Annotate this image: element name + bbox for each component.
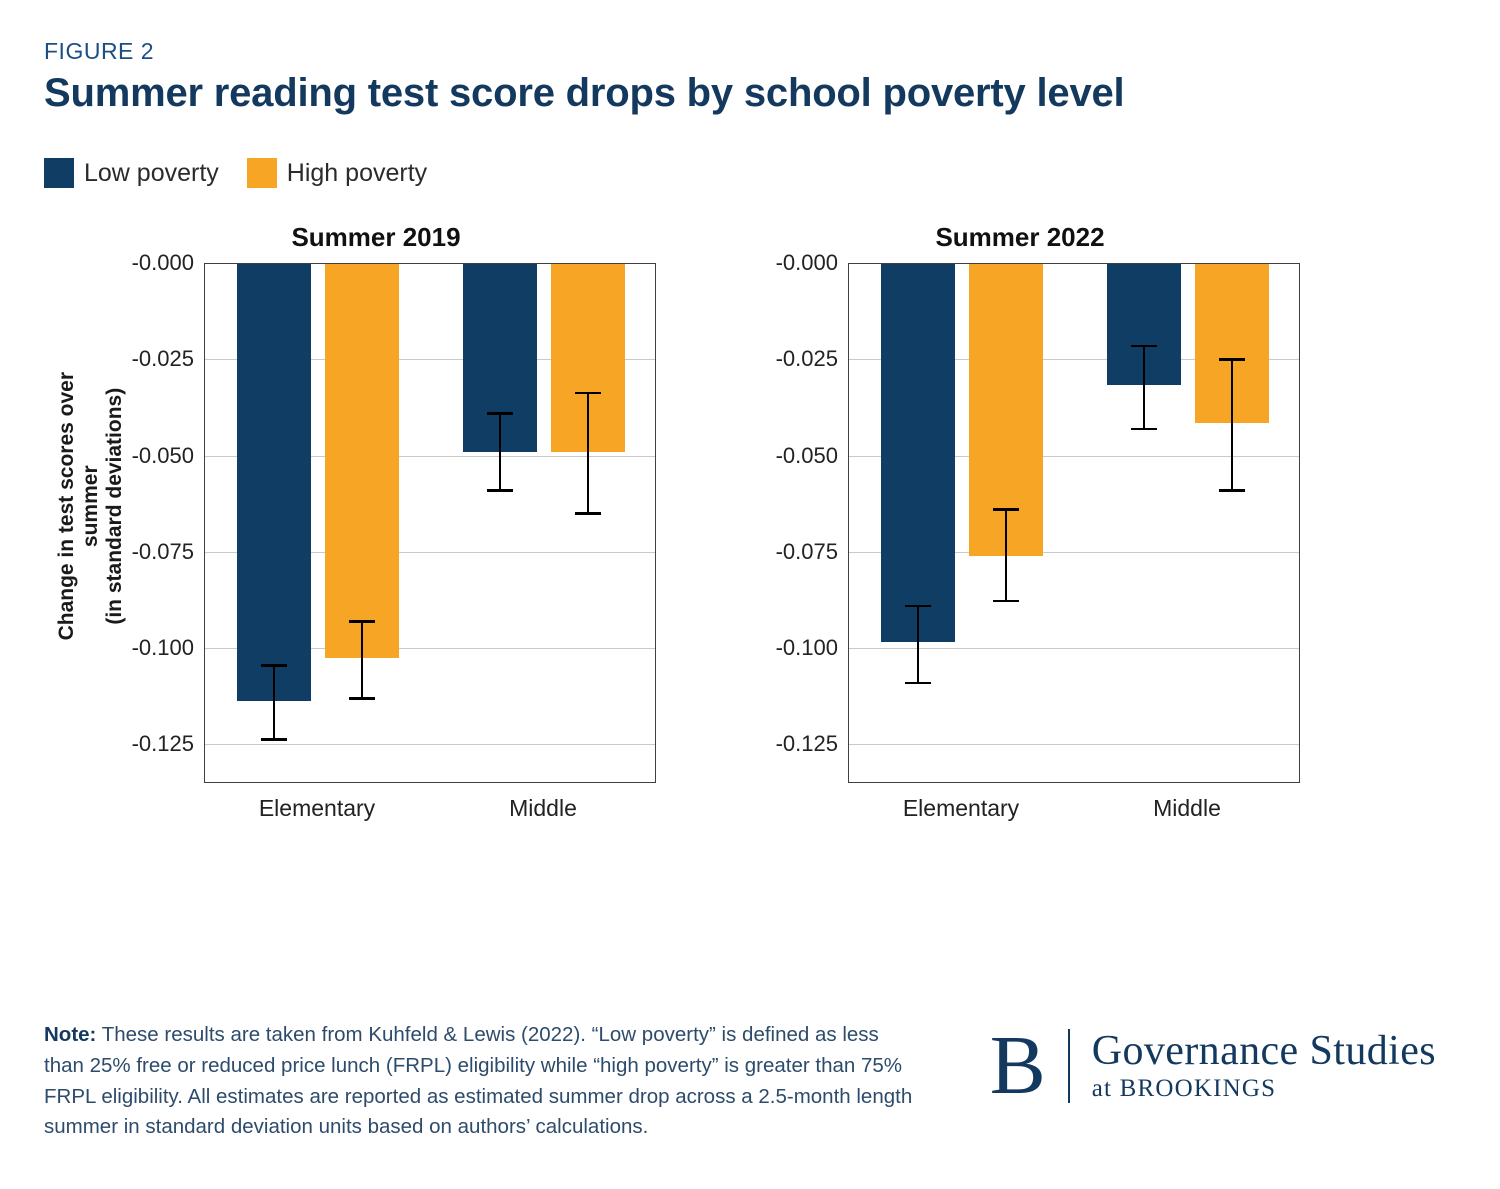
y-tick-label: -0.000	[131, 250, 194, 275]
note-text: These results are taken from Kuhfeld & Lewis (2022). “Low poverty” is defined as less than 25% free or reduced price lunch (FRPL) eligibility while “high poverty” is greater than 75% FRPL eligibility. All estimates are reported as estimated summer drop across a 2.5-month length summer in standard deviation units based on authors’ calculations.	[44, 1023, 913, 1139]
brand-monogram: B	[989, 1019, 1046, 1112]
y-axis-title-line2: (in standard deviations)	[103, 387, 127, 625]
error-bar-cap	[993, 600, 1019, 603]
error-bar-cap	[349, 697, 375, 700]
chart-legend	[44, 158, 1456, 188]
y-tick-label: -0.125	[775, 731, 838, 757]
error-bar-cap	[905, 605, 931, 608]
gridline	[205, 744, 655, 745]
x-tick-label: Middle	[509, 795, 577, 821]
x-axis-ticks-2022	[848, 783, 1300, 827]
error-bar	[1005, 510, 1008, 601]
plot-area-2019	[96, 250, 656, 821]
error-bar-cap	[1131, 345, 1157, 348]
y-tick-label: -0.000	[775, 250, 838, 275]
legend-item-low-poverty	[44, 158, 219, 188]
x-tick-label: Elementary	[258, 795, 376, 821]
error-bar-cap	[1219, 489, 1245, 492]
brand-line2: at BROOKINGS	[1091, 1074, 1277, 1102]
error-bar	[361, 621, 364, 698]
gridline	[849, 744, 1299, 745]
x-tick-label: Middle	[1153, 795, 1221, 821]
y-axis-ticks-2022	[740, 250, 848, 783]
y-tick-label: -0.100	[131, 635, 194, 661]
y-tick-label: -0.075	[131, 538, 194, 564]
panel-title-2022: Summer 2022	[935, 222, 1105, 252]
y-axis-title-line1: Change in test scores over summer	[54, 371, 102, 641]
legend-swatch-low-poverty	[44, 158, 74, 188]
legend-label-low-poverty: Low poverty	[84, 158, 219, 187]
y-tick-label: -0.025	[131, 346, 194, 372]
panel-summer-2022	[740, 222, 1300, 821]
error-bar-cap	[1131, 428, 1157, 431]
brand-wordmark	[1092, 1029, 1436, 1103]
page-title: Summer reading test score drops by school poverty level	[44, 71, 1125, 115]
y-tick-label: -0.050	[775, 442, 838, 468]
error-bar-cap	[487, 489, 513, 492]
error-bar	[1231, 360, 1234, 491]
error-bar-cap	[575, 512, 601, 515]
error-bar	[917, 606, 920, 683]
legend-swatch-high-poverty	[247, 158, 277, 188]
legend-label-high-poverty: High poverty	[286, 158, 428, 187]
y-tick-label: -0.050	[131, 442, 194, 468]
plot-frame-2019	[204, 263, 656, 783]
bar-low-poverty-elementary	[881, 264, 955, 642]
error-bar-cap	[905, 682, 931, 685]
legend-item-high-poverty	[247, 158, 427, 188]
error-bar-cap	[487, 412, 513, 415]
brand-divider	[1068, 1029, 1070, 1103]
plot-frame-2022	[848, 263, 1300, 783]
error-bar-cap	[261, 738, 287, 741]
error-bar-cap	[349, 620, 375, 623]
figure-footer	[44, 1020, 1456, 1143]
note-prefix: Note:	[44, 1023, 97, 1046]
y-tick-label: -0.025	[775, 346, 838, 372]
panel-summer-2019	[96, 222, 656, 821]
error-bar	[273, 665, 276, 739]
y-axis-title-wrap	[44, 222, 127, 783]
error-bar	[587, 393, 590, 514]
figure-label: FIGURE 2	[44, 38, 155, 64]
error-bar-cap	[261, 664, 287, 667]
panel-title-2019: Summer 2019	[291, 222, 461, 252]
error-bar	[1143, 346, 1146, 429]
plot-area-2022	[740, 250, 1300, 821]
y-tick-label: -0.125	[131, 731, 194, 757]
y-tick-label: -0.100	[775, 635, 838, 661]
bar-high-poverty-elementary	[325, 264, 399, 658]
brand-line1: Governance Studies	[1091, 1027, 1436, 1074]
brookings-logo	[989, 1019, 1436, 1112]
y-tick-label: -0.075	[775, 538, 838, 564]
bar-low-poverty-elementary	[237, 264, 311, 701]
error-bar-cap	[575, 392, 601, 395]
chart-panels	[44, 222, 1456, 821]
error-bar-cap	[993, 508, 1019, 511]
figure-note	[44, 1020, 924, 1143]
x-tick-label: Elementary	[902, 795, 1020, 821]
error-bar-cap	[1219, 358, 1245, 361]
error-bar	[499, 413, 502, 490]
y-axis-ticks-2019	[96, 250, 204, 783]
x-axis-ticks-2019	[204, 783, 656, 827]
